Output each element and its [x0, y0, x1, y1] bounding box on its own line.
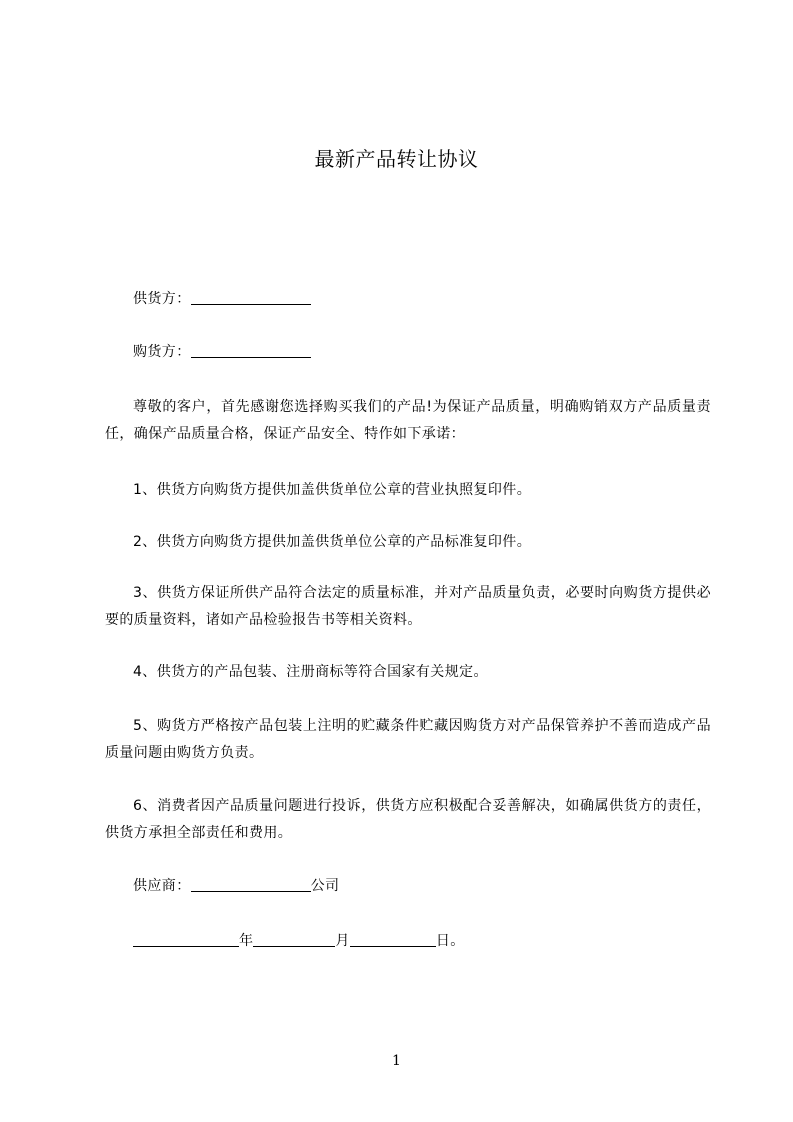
- day-blank: [350, 931, 436, 947]
- clause-2: 2、供货方向购货方提供加盖供货单位公章的产品标准复印件。: [133, 534, 532, 550]
- clause-5: 5、购货方严格按产品包装上注明的贮藏条件贮藏因购货方对产品保管养护不善而造成产品质量问题由购货方负责。: [105, 718, 711, 761]
- date-month-label: 月: [335, 933, 350, 949]
- page-number: 1: [392, 1053, 401, 1069]
- buyer-label: 购货方：: [133, 344, 191, 360]
- buyer-field: [105, 339, 711, 366]
- document-title: 最新产品转让协议: [314, 147, 479, 171]
- year-blank: [133, 931, 239, 947]
- intro-paragraph: 尊敬的客户，首先感谢您选择购买我们的产品!为保证产品质量，明确购销双方产品质量责任，确保产品质量合格，保证产品安全、特作如下承诺：: [105, 399, 711, 442]
- supplier-blank: [191, 289, 311, 305]
- month-blank: [253, 931, 335, 947]
- clause-4: 4、供货方的产品包装、注册商标等符合国家有关规定。: [133, 664, 488, 680]
- vendor-field: [105, 873, 711, 900]
- supplier-label: 供货方：: [133, 291, 191, 307]
- vendor-label: 供应商：: [133, 878, 191, 894]
- vendor-blank: [191, 876, 311, 892]
- date-day-label: 日。: [435, 933, 465, 949]
- clause-3: 3、供货方保证所供产品符合法定的质量标准，并对产品质量负责，必要时向购货方提供必要的质量资料，诸如产品检验报告书等相关资料。: [105, 585, 711, 628]
- buyer-blank: [191, 342, 311, 358]
- date-field: [105, 928, 711, 955]
- clause-1: 1、供货方向购货方提供加盖供货单位公章的营业执照复印件。: [133, 482, 532, 498]
- vendor-suffix: 公司: [310, 878, 340, 894]
- clause-6: 6、消费者因产品质量问题进行投诉，供货方应积极配合妥善解决，如确属供货方的责任，供货方承担全部责任和费用。: [105, 798, 711, 841]
- supplier-field: [105, 286, 711, 313]
- date-year-label: 年: [239, 933, 254, 949]
